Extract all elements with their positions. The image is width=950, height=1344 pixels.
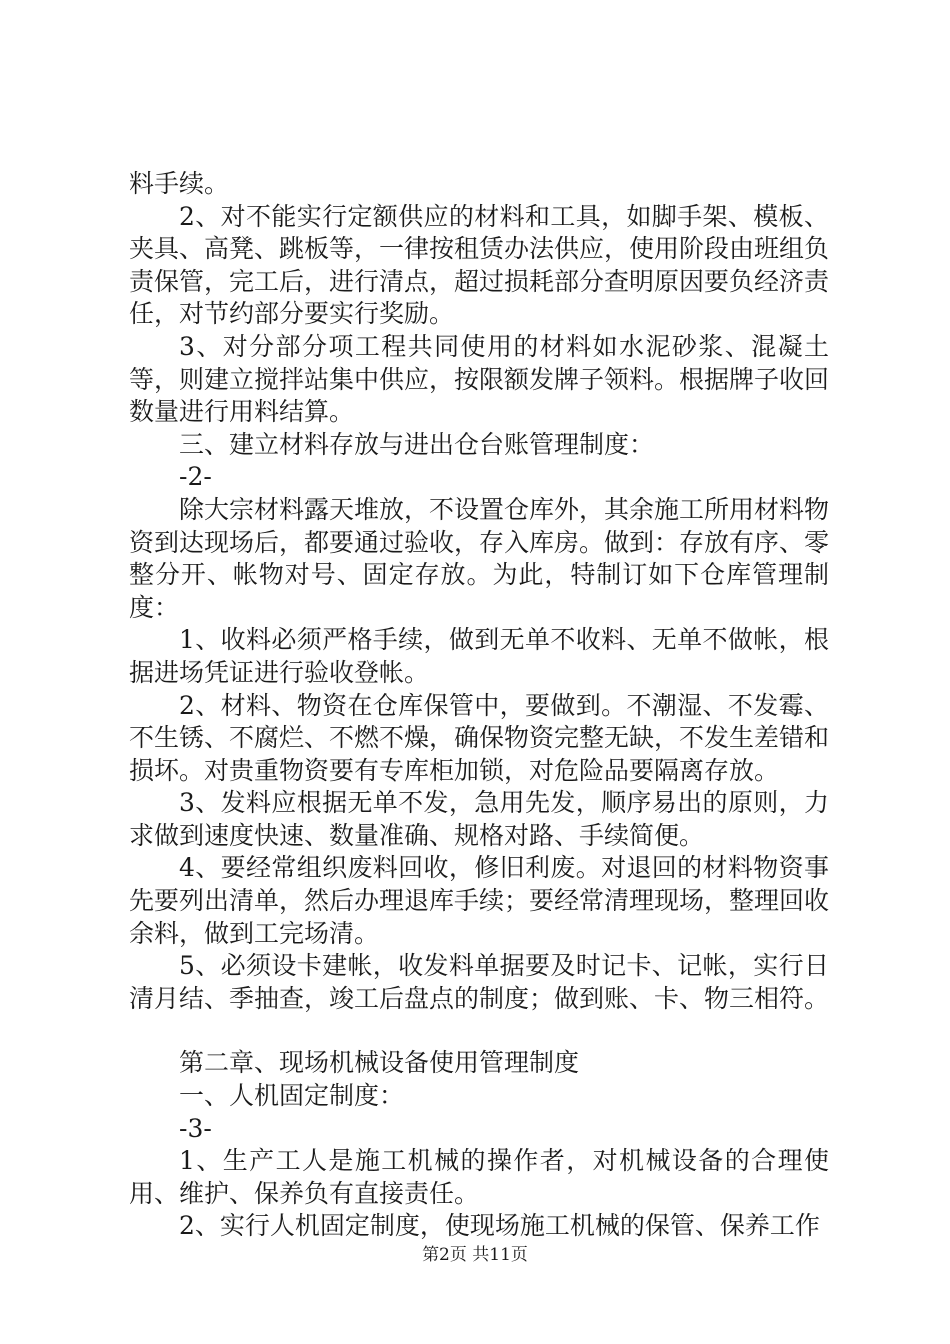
paragraph: 2、实行人机固定制度，使现场施工机械的保管、保养工作: [179, 1211, 820, 1241]
paragraph: 3、对分部分项工程共同使用的材料如水泥砂浆、混凝土等，则建立搅拌站集中供应，按限额发牌子领料。根据牌子收回数量进行用料结算。: [129, 331, 830, 427]
section-heading: 三、建立材料存放与进出仓台账管理制度：: [179, 429, 655, 459]
paragraph: 1、生产工人是施工机械的操作者，对机械设备的合理使用、维护、保养负有直接责任。: [129, 1146, 829, 1208]
paragraph: 2、材料、物资在仓库保管中，要做到。不潮湿、不发霉、不生锈、不腐烂、不燃不燥，确保物资完整无缺，不发生差错和损坏。对贵重物资要有专库柜加锁，对危险品要隔离存放。: [129, 690, 830, 785]
paragraph: 1、收料必须严格手续，做到无单不收料、无单不做帐，根据进场凭证进行验收登帐。: [129, 625, 829, 687]
document-body: [129, 168, 829, 1243]
paragraph: 2、对不能实行定额供应的材料和工具，如脚手架、模板、夹具、高凳、跳板等，一律按租赁办法供应，使用阶段由班组负责保管，完工后，进行清点，超过损耗部分查明原因要负经济责任，对节约部分要实行奖励。: [129, 201, 830, 329]
paragraph: 4、要经常组织废料回收，修旧利废。对退回的材料物资事先要列出清单，然后办理退库手续；要经常清理现场，整理回收余料，做到工完场清。: [129, 853, 830, 948]
paragraph: 料手续。: [129, 169, 230, 198]
inline-page-marker: -3-: [179, 1113, 212, 1143]
paragraph: 5、必须设卡建帐，收发料单据要及时记卡、记帐，实行日清月结、季抽查，竣工后盘点的制度；做到账、卡、物三相符。: [129, 951, 830, 1013]
section-heading: 一、人机固定制度：: [179, 1081, 405, 1111]
page-footer: 第2页 共11页: [422, 1245, 528, 1265]
paragraph: 3、发料应根据无单不发，急用先发，顺序易出的原则，力求做到速度快速、数量准确、规格对路、手续简便。: [129, 788, 829, 850]
chapter-heading: 第二章、现场机械设备使用管理制度: [179, 1048, 580, 1078]
paragraph: 除大宗材料露天堆放，不设置仓库外，其余施工所用材料物资到达现场后，都要通过验收，存入库房。做到：存放有序、零整分开、帐物对号、固定存放。为此，特制订如下仓库管理制度：: [129, 494, 830, 622]
inline-page-marker: -2-: [179, 462, 212, 492]
